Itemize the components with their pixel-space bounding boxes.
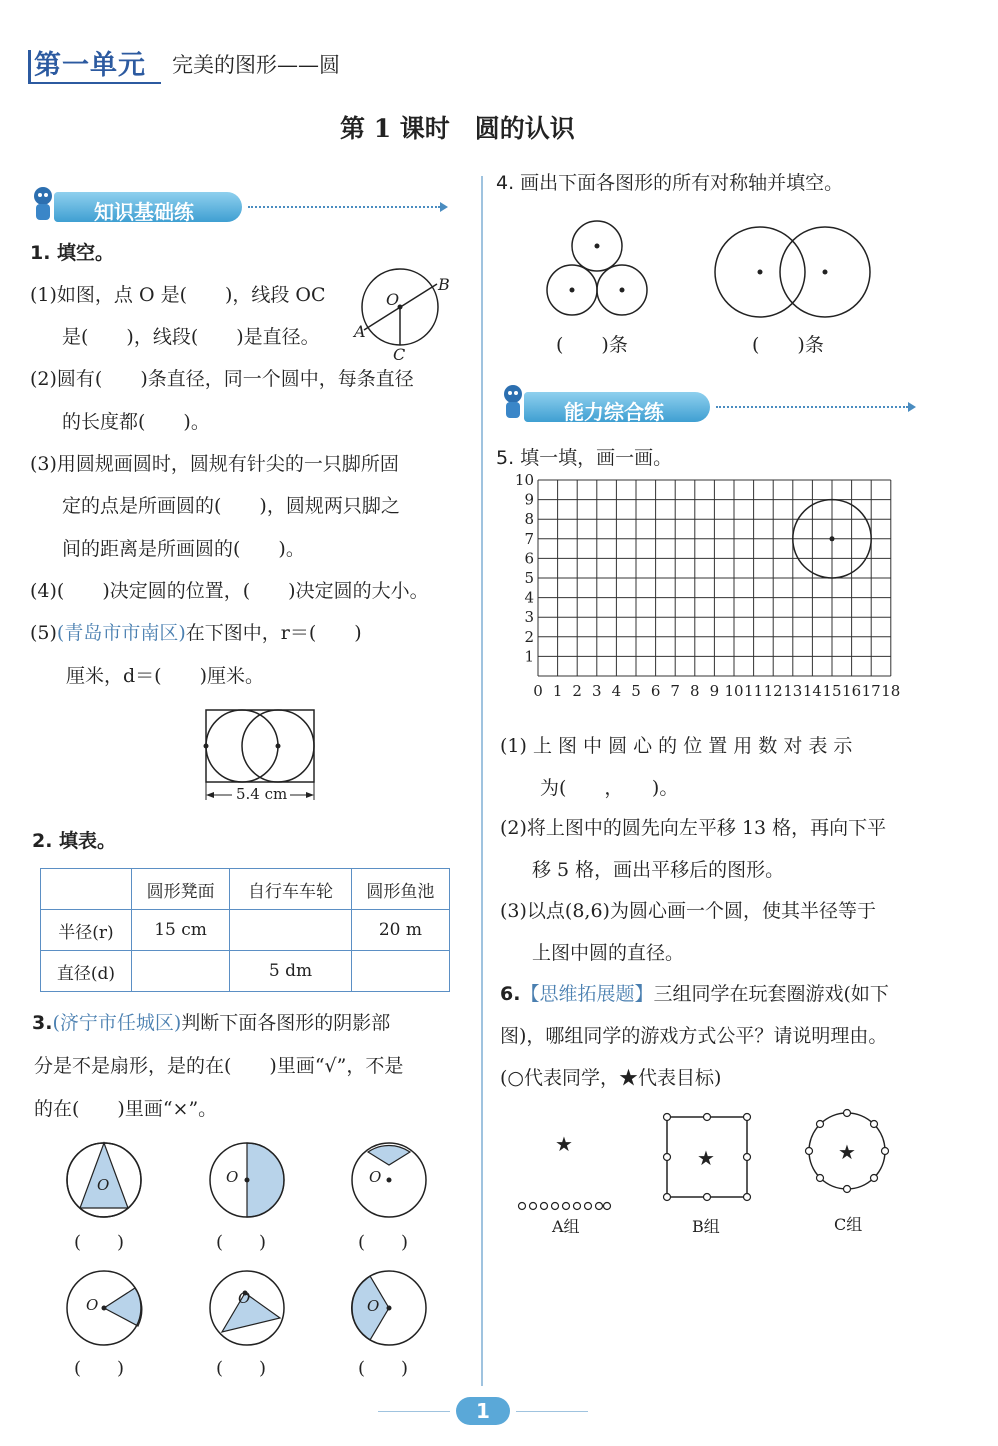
coordinate-grid [500,471,920,722]
q1-p5b: 厘米，d＝( )厘米。 [66,665,264,687]
x-tick-label: 3 [592,682,602,700]
arrow-icon [440,202,448,212]
label-O: O [386,290,400,309]
x-tick-label: 5 [631,682,641,700]
y-tick-label: 4 [524,588,534,607]
table-cell: 20 m [351,910,449,951]
q5-p2b: 移 5 格，画出平移后的图形。 [532,859,785,881]
banner-dash-line [248,206,440,208]
x-tick-label: 14 [802,682,822,700]
x-tick-label: 9 [709,682,720,700]
banner-dash-line [716,406,908,408]
section-banner-basic: 知识基础练 [54,192,242,222]
q5-p1b: 为( ， )。 [540,777,679,799]
x-tick-label: 0 [533,682,543,700]
footer-line-left [378,1411,450,1412]
y-tick-label: 7 [524,529,534,548]
q2-title: 2. 填表。 [32,830,117,852]
q1-p3a: (3)用圆规画圆时，圆规有针尖的一只脚所固 [30,453,399,475]
q4-blank-1[interactable]: ( )条 [556,334,628,356]
group-label-a: A组 [552,1217,580,1236]
q5-title: 5. 填一填，画一画。 [496,447,673,469]
x-tick-label: 15 [822,682,842,700]
symmetry-figures [540,216,880,326]
x-tick-label: 17 [861,682,881,700]
table-header-cell: 自行车车轮 [230,869,352,910]
table-cell: 5 dm [230,951,352,992]
q5-p2a: (2)将上图中的圆先向左平移 13 格，再向下平 [500,817,887,839]
sector-label-4: O [86,1296,99,1314]
table-header-cell: 圆形凳面 [132,869,230,910]
q3-line2: 分是不是扇形，是的在( )里画“√”，不是 [34,1055,404,1077]
arrow-icon [908,402,916,412]
q6-line2: 图)，哪组同学的游戏方式公平？请说明理由。 [500,1025,888,1047]
y-tick-label: 6 [524,549,534,568]
measure-label: 5.4 cm [236,785,288,803]
q5-p3a: (3)以点(8,6)为圆心画一个圆，使其半径等于 [500,900,876,922]
label-A: A [354,322,366,341]
x-tick-label: 16 [842,682,862,700]
table-header-cell [41,869,132,910]
answer-paren-3[interactable]: ( ) [358,1232,409,1253]
x-tick-label: 12 [763,682,783,700]
q1-p3c: 间的距离是所画圆的( )。 [62,538,305,560]
table-row [41,951,450,992]
q3-line3: 的在( )里画“×”。 [34,1098,218,1120]
q5-p3b: 上图中圆的直径。 [532,942,685,964]
sector-label-2: O [226,1168,239,1186]
y-tick-label: 5 [524,569,534,587]
q1-p3b: 定的点是所画圆的( )，圆规两只脚之 [62,495,400,517]
y-tick-label: 1 [524,647,534,666]
fill-table [40,868,450,992]
q1-p2a: (2)圆有( )条直径，同一个圆中，每条直径 [30,368,414,390]
q1-title: 1. 填空。 [30,242,115,264]
table-cell-input[interactable] [351,951,449,992]
table-cell: 15 cm [132,910,230,951]
q1-p2b: 的长度都( )。 [62,411,210,433]
target-star-icon: ★ [838,1140,856,1164]
x-tick-label: 18 [881,682,901,700]
q1-p1a: (1)如图，点 O 是( )，线段 OC [30,284,326,306]
y-tick-label: 9 [524,490,534,509]
table-cell-input[interactable] [132,951,230,992]
x-tick-label: 2 [572,682,582,700]
page-number: 1 [456,1397,510,1425]
unit-title: 完美的图形——圆 [172,53,340,77]
sector-label-6: O [367,1297,380,1315]
x-tick-label: 11 [744,682,764,700]
sector-label-3: O [369,1168,382,1186]
y-tick-label: 3 [524,608,534,627]
group-label-b: B组 [692,1217,720,1236]
q4-blank-2[interactable]: ( )条 [752,334,824,356]
q1-p5a: (5)(青岛市市南区)在下图中，r＝( ) [30,622,362,644]
x-tick-label: 4 [611,682,622,700]
label-B: B [438,275,450,294]
x-tick-label: 7 [670,682,680,700]
q4-title: 4. 画出下面各图形的所有对称轴并填空。 [496,172,844,194]
y-tick-label: 10 [514,471,534,489]
answer-paren-4[interactable]: ( ) [74,1358,125,1379]
label-C: C [393,345,406,364]
target-star-icon: ★ [555,1132,573,1156]
x-tick-label: 10 [724,682,744,700]
group-label-c: C组 [834,1215,863,1234]
table-header-row [41,869,450,910]
q6-line3: (○代表同学，★代表目标) [500,1067,722,1089]
x-tick-label: 8 [690,682,700,700]
unit-label: 第一单元 [34,50,146,81]
y-tick-label: 8 [524,510,534,529]
answer-paren-6[interactable]: ( ) [358,1358,409,1379]
table-cell-input[interactable] [230,910,352,951]
x-tick-label: 1 [552,682,563,700]
target-star-icon: ★ [697,1146,715,1170]
q1-p4: (4)( )决定圆的位置，( )决定圆的大小。 [30,580,429,602]
q3-line1: 3.(济宁市任城区)判断下面各图形的阴影部 [32,1012,391,1034]
table-row [41,910,450,951]
footer-line-right [516,1411,588,1412]
q5-p1a: (1) 上 图 中 圆 心 的 位 置 用 数 对 表 示 [500,735,853,757]
table-cell: 直径(d) [41,951,132,992]
lesson-title: 第 1 课时 圆的认识 [340,114,575,143]
x-tick-label: 6 [650,682,661,700]
answer-paren-2[interactable]: ( ) [216,1232,267,1253]
table-cell: 半径(r) [41,910,132,951]
column-divider [481,176,483,1386]
answer-paren-5[interactable]: ( ) [216,1358,267,1379]
section-banner-advanced: 能力综合练 [524,392,710,422]
y-tick-label: 2 [524,627,534,646]
sector-figures [50,1130,470,1380]
q1-p1b: 是( )，线段( )是直径。 [62,326,320,348]
sector-label-1: O [97,1176,110,1194]
q6-line1: 6.【思维拓展题】三组同学在玩套圈游戏(如下 [500,983,889,1005]
sector-label-5: O [238,1289,251,1307]
answer-paren-1[interactable]: ( ) [74,1232,125,1253]
table-header-cell: 圆形鱼池 [351,869,449,910]
x-tick-label: 13 [783,682,803,700]
grid-circle-center [830,536,835,541]
